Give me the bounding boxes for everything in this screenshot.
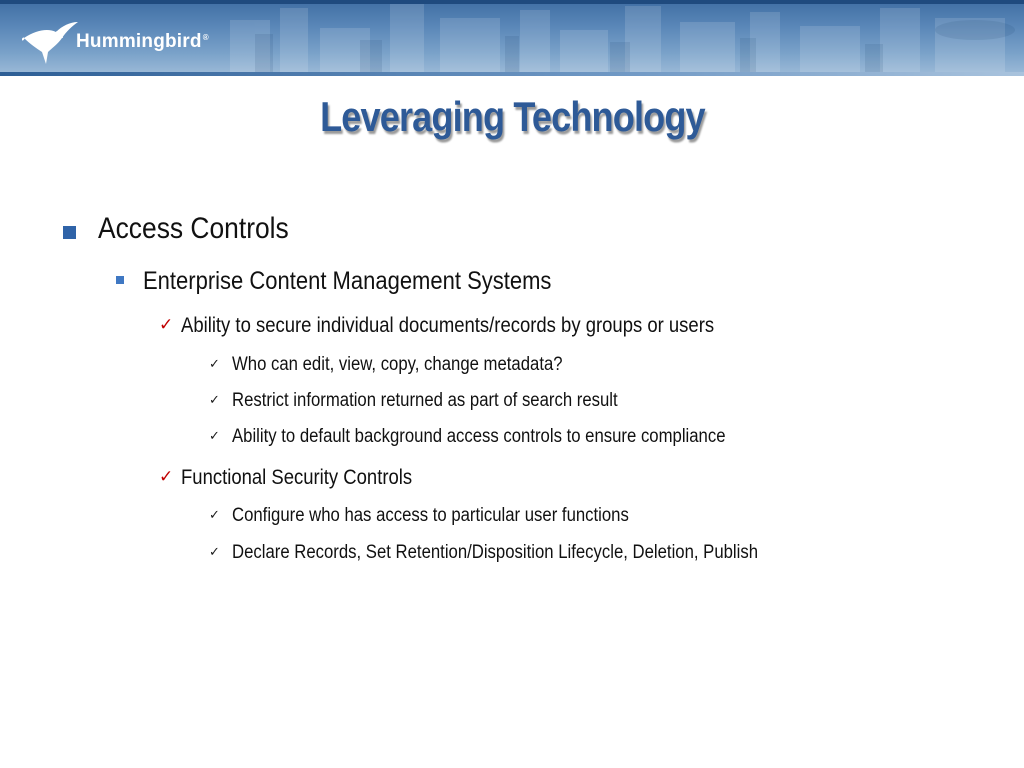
checkmark-icon: ✓	[209, 357, 220, 372]
red-checkmark-icon: ✓	[159, 315, 174, 335]
logo-text: Hummingbird®	[76, 31, 209, 52]
red-checkmark-icon: ✓	[159, 467, 174, 487]
bullet-text: Access Controls	[98, 212, 289, 245]
bullet-text: Restrict information returned as part of search result	[232, 390, 618, 411]
bullet-access-controls	[98, 212, 315, 246]
bullet-who-can-edit	[232, 354, 608, 376]
square-bullet-icon	[63, 226, 76, 239]
bullet-text: Configure who has access to particular user functions	[232, 505, 629, 526]
bullet-functional-security	[181, 466, 444, 490]
bullet-text: Ability to secure individual documents/records by groups or users	[181, 314, 715, 337]
bullet-text: Enterprise Content Management Systems	[143, 267, 552, 295]
bullet-configure-access	[232, 505, 683, 527]
checkmark-icon: ✓	[209, 429, 220, 444]
bullet-text: Ability to default background access controls to ensure compliance	[232, 426, 726, 447]
small-square-bullet-icon	[116, 276, 124, 284]
bullet-text: Declare Records, Set Retention/Disposition Lifecycle, Deletion, Publish	[232, 542, 759, 563]
bullet-text: Who can edit, view, copy, change metadata?	[232, 354, 563, 375]
checkmark-icon: ✓	[209, 393, 220, 408]
bullet-secure-documents	[181, 314, 787, 338]
bullet-restrict-information	[232, 390, 670, 412]
checkmark-icon: ✓	[209, 508, 220, 523]
bullet-declare-records	[232, 542, 830, 564]
bullet-text: Functional Security Controls	[181, 466, 413, 489]
checkmark-icon: ✓	[209, 545, 220, 560]
bullet-default-access-controls	[232, 426, 793, 448]
bullet-ecm-systems	[143, 267, 607, 296]
slide-title: Leveraging Technology	[320, 93, 705, 140]
